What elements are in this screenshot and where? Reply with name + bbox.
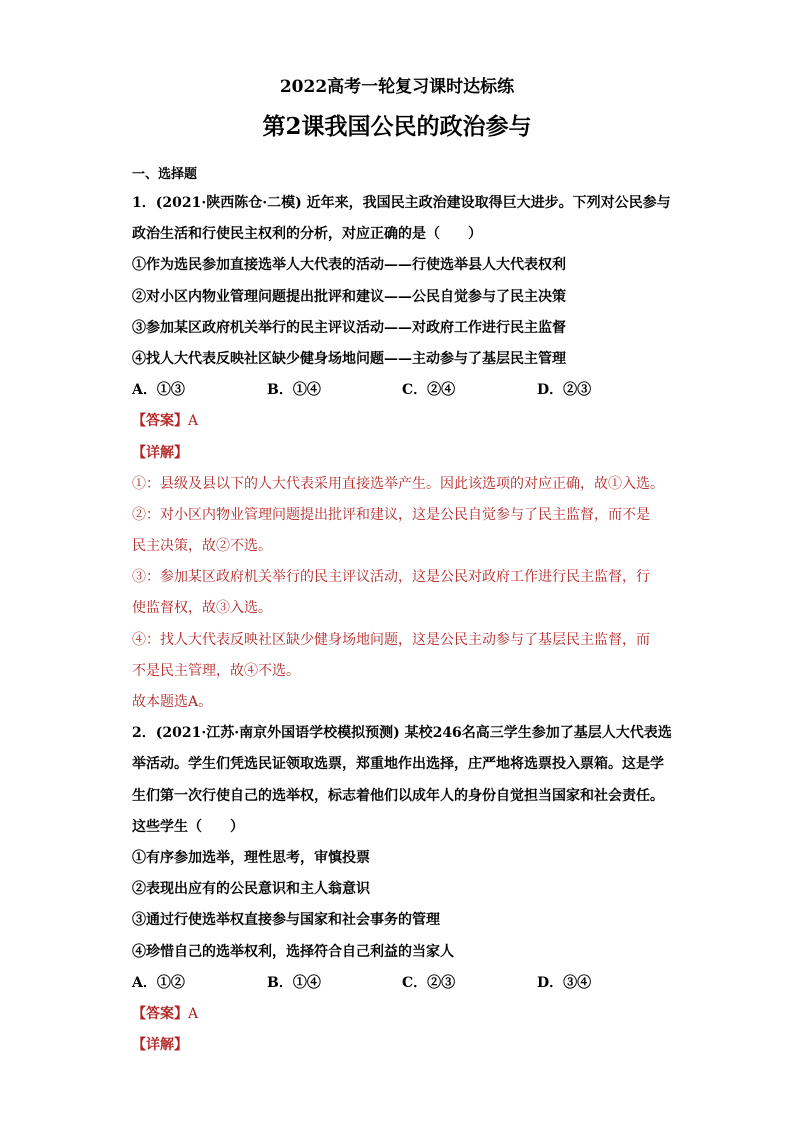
option-b: B．①④: [267, 974, 321, 991]
document-body: [132, 162, 672, 1061]
question-item: ②表现出应有的公民意识和主人翁意识: [132, 881, 370, 898]
question-stem-line: 生们第一次行使自己的选举权，标志着他们以成年人的身份自觉担当国家和社会责任。: [132, 787, 664, 804]
question-item: ①作为选民参加直接选举人大代表的活动——行使选举县人大代表权利: [132, 257, 566, 274]
question-stem-line: 政治生活和行使民主权利的分析，对应正确的是（ ）: [132, 226, 482, 243]
explanation-line: 民主决策，故②不选。: [132, 538, 272, 555]
question-stem-line: 1．(2021·陕西陈仓·二模) 近年来，我国民主政治建设取得巨大进步。下列对公民参与: [132, 195, 671, 211]
conclusion-line: 故本题选A。: [132, 694, 213, 710]
explanation-line: 使监督权，故③入选。: [132, 600, 272, 617]
explanation-line: ④：找人大代表反映社区缺少健身场地问题，这是公民主动参与了基层民主监督，而: [132, 631, 650, 648]
answer-value: A: [188, 413, 199, 430]
question-item: ①有序参加选举，理性思考，审慎投票: [132, 849, 370, 866]
question-stem-line: 这些学生（ ）: [132, 818, 244, 835]
option-c: C．②③: [402, 974, 456, 991]
explanation-line: ②：对小区内物业管理问题提出批评和建议，这是公民自觉参与了民主监督，而不是: [132, 506, 650, 523]
explanation-line: ③：参加某区政府机关举行的民主评议活动，这是公民对政府工作进行民主监督，行: [132, 569, 650, 586]
answer-options: [132, 968, 672, 999]
answer-line: [132, 406, 672, 437]
document-title: 2022高考一轮复习课时达标练: [279, 77, 515, 97]
question-item: ③通过行使选举权直接参与国家和社会事务的管理: [132, 912, 440, 929]
explanation-line: 不是民主管理，故④不选。: [132, 662, 300, 679]
question-stem-line: 举活动。学生们凭选民证领取选票，郑重地作出选择，庄严地将选票投入票箱。这是学: [132, 756, 664, 773]
option-d: D．②③: [537, 382, 592, 399]
question-item: ④珍惜自己的选举权利，选择符合自己利益的当家人: [132, 943, 454, 960]
option-a: A．①③: [132, 382, 185, 399]
answer-options: [132, 375, 672, 406]
question-2: [132, 718, 672, 1061]
option-a: A．①②: [132, 974, 185, 991]
explanation-line: ①：县级及县以下的人大代表采用直接选举产生。因此该选项的对应正确，故①入选。: [132, 475, 664, 492]
option-b: B．①④: [267, 382, 321, 399]
question-item: ③参加某区政府机关举行的民主评议活动——对政府工作进行民主监督: [132, 319, 566, 336]
question-stem-line: 2．(2021·江苏·南京外国语学校模拟预测) 某校246名高三学生参加了基层人大代表选: [132, 725, 672, 742]
detail-line: [132, 1030, 672, 1061]
detail-line: [132, 438, 672, 469]
detail-label: 【详解】: [132, 444, 188, 461]
option-d: D．③④: [537, 974, 592, 991]
answer-value: A: [188, 1005, 199, 1022]
question-item: ②对小区内物业管理问题提出批评和建议——公民自觉参与了民主决策: [132, 288, 566, 305]
answer-label: 【答案】: [132, 413, 188, 430]
question-1: [132, 188, 672, 718]
answer-line: [132, 999, 672, 1030]
detail-label: 【详解】: [132, 1037, 188, 1054]
answer-label: 【答案】: [132, 1005, 188, 1022]
question-item: ④找人大代表反映社区缺少健身场地问题——主动参与了基层民主管理: [132, 350, 566, 367]
option-c: C．②④: [402, 382, 456, 399]
lesson-title: 第2课我国公民的政治参与: [262, 113, 532, 140]
section-heading: 一、选择题: [132, 167, 198, 182]
